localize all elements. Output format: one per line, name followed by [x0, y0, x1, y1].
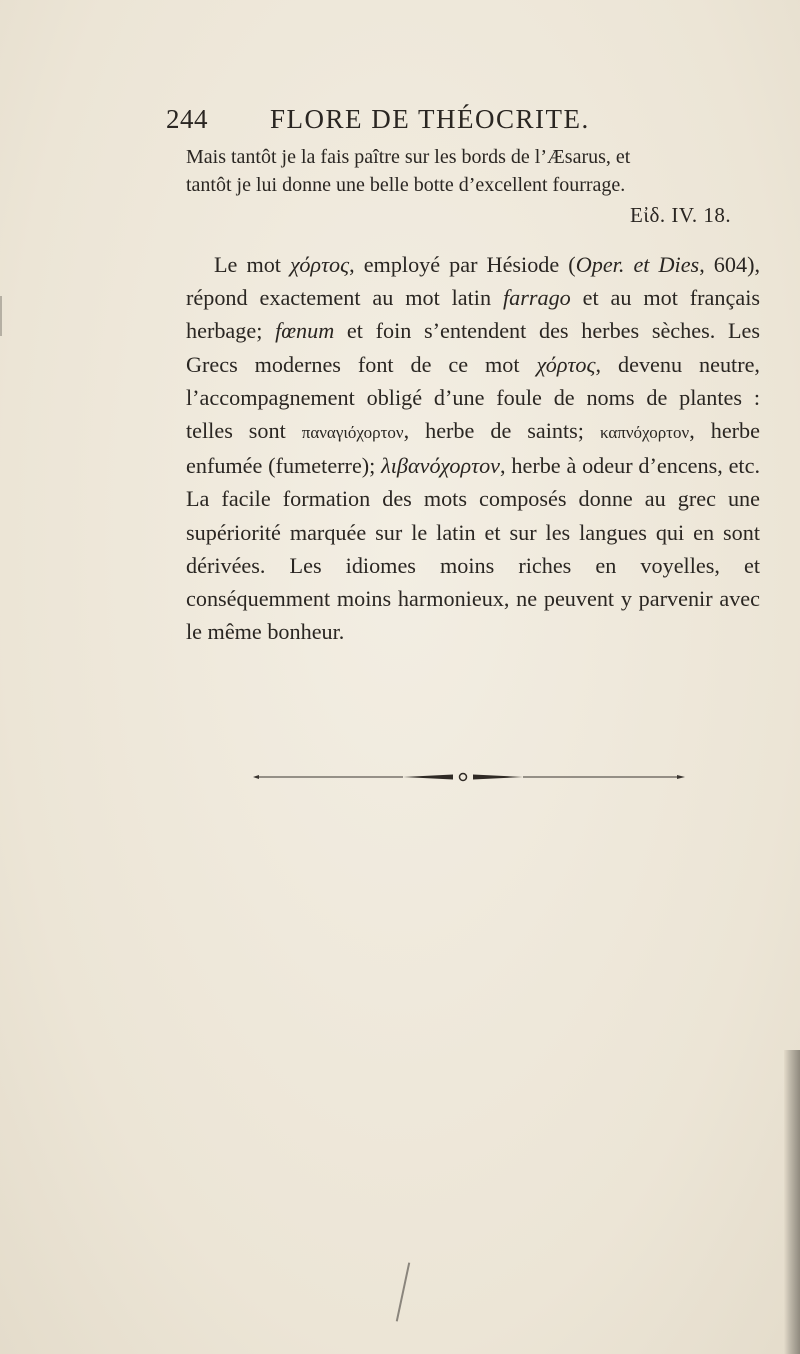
translation-quote — [186, 143, 760, 199]
quote-citation: Εἰδ. IV. 18. — [630, 203, 732, 227]
running-title: FLORE DE THÉOCRITE. — [270, 104, 590, 134]
page-edge-shadow — [784, 1050, 800, 1354]
greek-word: παναγιόχορτον — [301, 423, 404, 443]
body-paragraph — [186, 248, 760, 648]
text-run: et foin s’entendent des herbes sèches. Les Grecs modernes font de ce mot — [186, 318, 760, 377]
greek-word: καπνόχορτον — [599, 423, 690, 443]
quote-line-2: tantôt je lui donne une belle botte d’excellent fourrage. — [186, 174, 626, 196]
text-run: , employé par Hésiode ( — [349, 252, 576, 277]
text-run: , 604), répond exactement au mot latin — [186, 252, 761, 311]
scan-mark — [0, 296, 2, 336]
latin-word: farrago — [502, 285, 571, 311]
text-run: , herbe à odeur d’encens, etc. La facile formation des mots composés donne au grec une supériorité marquée sur le latin et sur les langues qui en sont dérivées. Les idiomes moins riches en voyelles, et conséquemment moins harmonieux, ne peuvent y parvenir avec le même bonheur. — [186, 453, 760, 645]
text-run: , herbe enfumée (fumeterre); — [186, 418, 761, 479]
text-run: Le mot — [214, 252, 291, 277]
work-title: Oper. et Dies — [575, 252, 700, 277]
scan-mark — [396, 1262, 410, 1321]
quote-line-1: Mais tantôt je la fais paître sur les bords de l’Æsarus, et — [186, 146, 631, 168]
text-run: et au mot français herbage; — [186, 285, 760, 344]
latin-word: fœnum — [275, 318, 335, 344]
greek-word: χόρτος — [290, 252, 350, 277]
ornament-rule — [253, 772, 685, 782]
greek-word: λιβανόχορτον — [381, 453, 501, 479]
text-run: , herbe de saints; — [403, 418, 600, 444]
greek-word: χόρτος — [536, 351, 596, 377]
page-number: 244 — [166, 104, 208, 134]
text-run: , devenu neutre, l’accompagnement obligé d’une foule de noms de plantes : telles sont — [186, 351, 760, 444]
running-head — [166, 104, 646, 144]
